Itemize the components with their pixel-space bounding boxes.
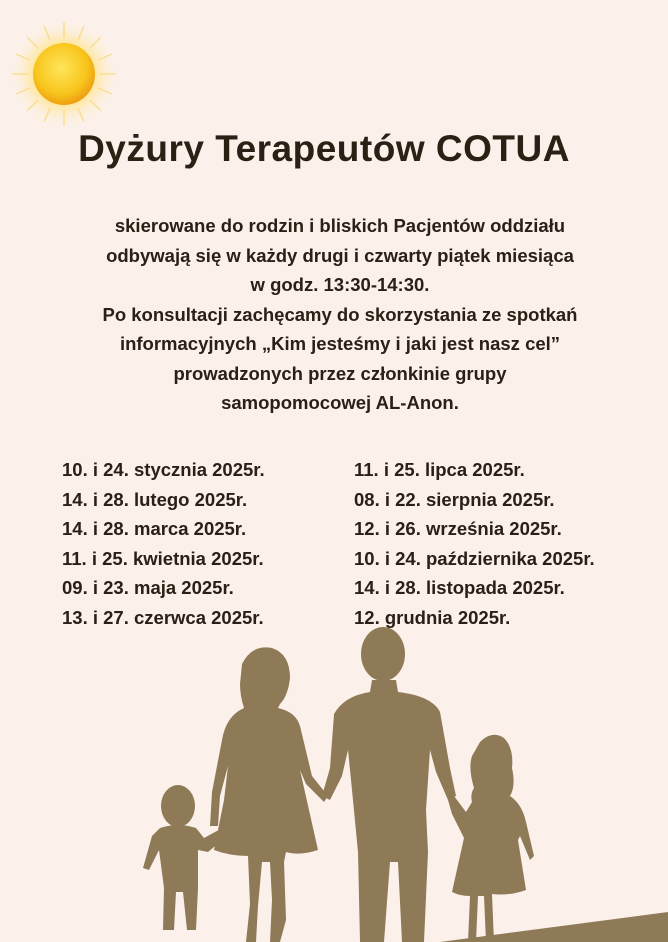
intro-line: skierowane do rodzin i bliskich Pacjentów oddziału	[114, 215, 566, 236]
page-title: Dyżury Terapeutów COTUA	[78, 128, 570, 169]
sun-icon	[8, 18, 120, 130]
date-item: 12. grudnia 2025r.	[354, 606, 511, 628]
family-silhouette	[0, 600, 668, 942]
intro-line: Po konsultacji zachęcamy do skorzystania ze spotkań	[102, 303, 578, 325]
date-item: 10. i 24. stycznia 2025r.	[62, 459, 265, 480]
intro-line: prowadzonych przez członkinie grupy	[173, 362, 507, 384]
date-item: 08. i 22. sierpnia 2025r.	[354, 488, 555, 510]
intro-text	[40, 211, 640, 418]
intro-line: w godz. 13:30-14:30.	[250, 274, 430, 295]
date-item: 11. i 25. kwietnia 2025r.	[62, 547, 264, 569]
intro-line: samopomocowej AL-Anon.	[221, 392, 459, 413]
date-item: 14. i 28. listopada 2025r.	[354, 577, 565, 598]
date-item: 09. i 23. maja 2025r.	[62, 577, 234, 598]
date-item: 14. i 28. lutego 2025r.	[62, 488, 248, 510]
date-item: 10. i 24. października 2025r.	[354, 547, 595, 569]
date-item: 11. i 25. lipca 2025r.	[354, 459, 525, 480]
child-right-figure	[448, 735, 534, 942]
date-item: 12. i 26. września 2025r.	[354, 518, 562, 539]
date-item: 13. i 27. czerwca 2025r.	[62, 606, 264, 628]
date-item: 14. i 28. marca 2025r.	[62, 518, 247, 539]
woman-figure	[210, 647, 328, 942]
intro-line: odbywają się w każdy drugi i czwarty piątek miesiąca	[106, 244, 574, 266]
intro-line: informacyjnych „Kim jesteśmy i jaki jest nasz cel”	[119, 333, 561, 354]
man-figure	[322, 627, 456, 942]
